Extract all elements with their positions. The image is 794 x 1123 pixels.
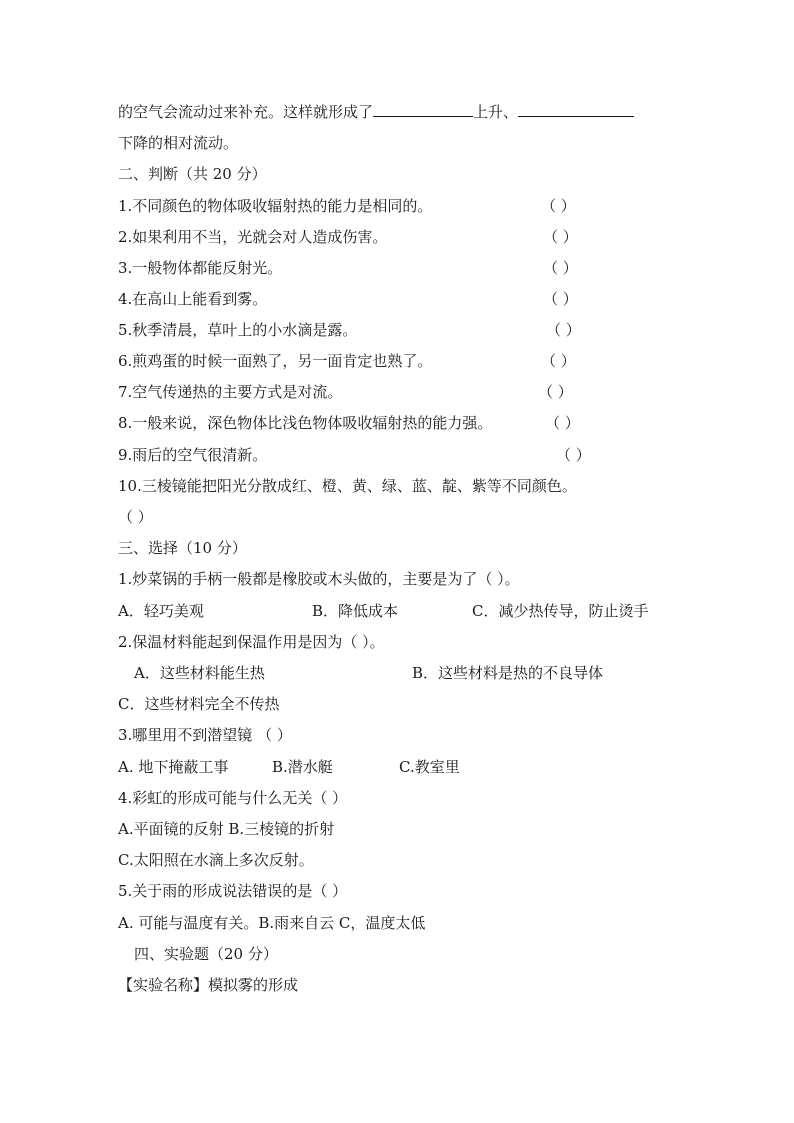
judge-item-8: 8.一般来说，深色物体比浅色物体吸收辐射热的能力强。 xyxy=(118,414,493,432)
intro-line-2: 下降的相对流动。 xyxy=(118,134,239,152)
choice-q1-option-a[interactable]: A．轻巧美观 xyxy=(118,602,204,620)
judge-answer-10[interactable]: （ ） xyxy=(118,508,153,526)
choice-q5-stem: 5.关于雨的形成说法错误的是（ ） xyxy=(118,882,348,900)
answer-blank-1[interactable] xyxy=(373,100,473,117)
answer-blank-2[interactable] xyxy=(518,100,634,117)
choice-q3-option-c[interactable]: C.教室里 xyxy=(399,758,460,776)
section-3-heading: 三、选择（10 分） xyxy=(118,539,247,557)
judge-item-5: 5.秋季清晨，草叶上的小水滴是露。 xyxy=(118,321,358,339)
choice-q1-option-c[interactable]: C．减少热传导，防止烫手 xyxy=(472,602,649,620)
choice-q4-option-c[interactable]: C.太阳照在水滴上多次反射。 xyxy=(118,851,314,869)
section-4-heading: 四、实验题（20 分） xyxy=(134,945,278,963)
judge-item-6: 6.煎鸡蛋的时候一面熟了，另一面肯定也熟了。 xyxy=(118,352,433,370)
judge-item-3: 3.一般物体都能反射光。 xyxy=(118,259,283,277)
choice-q1-option-b[interactable]: B．降低成本 xyxy=(312,602,399,620)
judge-item-1: 1.不同颜色的物体吸收辐射热的能力是相同的。 xyxy=(118,197,433,215)
section-2-heading: 二、判断（共 20 分） xyxy=(118,165,267,183)
choice-q4-stem: 4.彩虹的形成可能与什么无关（ ） xyxy=(118,789,348,807)
choice-q2-stem: 2.保温材料能起到保温作用是因为（ ）。 xyxy=(118,633,385,651)
intro-line-1 xyxy=(118,100,634,124)
judge-item-7: 7.空气传递热的主要方式是对流。 xyxy=(118,383,343,401)
choice-q2-option-b[interactable]: B．这些材料是热的不良导体 xyxy=(412,664,604,682)
choice-q2-option-a[interactable]: A．这些材料能生热 xyxy=(134,664,265,682)
choice-q3-option-b[interactable]: B.潜水艇 xyxy=(272,758,333,776)
choice-q3-stem: 3.哪里用不到潜望镜 （ ） xyxy=(118,726,292,744)
judge-item-9: 9.雨后的空气很清新。 xyxy=(118,446,268,464)
intro-text-a: 的空气会流动过来补充。这样就形成了 xyxy=(118,103,374,121)
judge-answer-5[interactable]: （ ） xyxy=(546,321,581,339)
intro-text-b: 上升、 xyxy=(473,103,519,121)
choice-q4-options-ab[interactable]: A.平面镜的反射 B.三棱镜的折射 xyxy=(118,820,335,838)
judge-item-2: 2.如果利用不当，光就会对人造成伤害。 xyxy=(118,228,388,246)
judge-answer-8[interactable]: （ ） xyxy=(545,414,580,432)
judge-answer-3[interactable]: （ ） xyxy=(543,259,578,277)
judge-answer-7[interactable]: （ ） xyxy=(538,383,573,401)
choice-q2-option-c[interactable]: C．这些材料完全不传热 xyxy=(118,695,280,713)
judge-answer-6[interactable]: （ ） xyxy=(541,352,576,370)
judge-answer-2[interactable]: （ ） xyxy=(543,228,578,246)
judge-answer-9[interactable]: （ ） xyxy=(556,446,591,464)
choice-q1-stem: 1.炒菜锅的手柄一般都是橡胶或木头做的，主要是为了（ ）。 xyxy=(118,570,520,588)
judge-item-4: 4.在高山上能看到雾。 xyxy=(118,290,268,308)
experiment-name: 【实验名称】模拟雾的形成 xyxy=(118,976,299,994)
judge-answer-4[interactable]: （ ） xyxy=(543,290,578,308)
choice-q3-option-a[interactable]: A. 地下掩蔽工事 xyxy=(118,758,229,776)
judge-item-10: 10.三棱镜能把阳光分散成红、橙、黄、绿、蓝、靛、紫等不同颜色。 xyxy=(118,477,577,495)
judge-answer-1[interactable]: （ ） xyxy=(541,197,576,215)
choice-q5-options[interactable]: A. 可能与温度有关。B.雨来自云 C，温度太低 xyxy=(118,914,426,932)
